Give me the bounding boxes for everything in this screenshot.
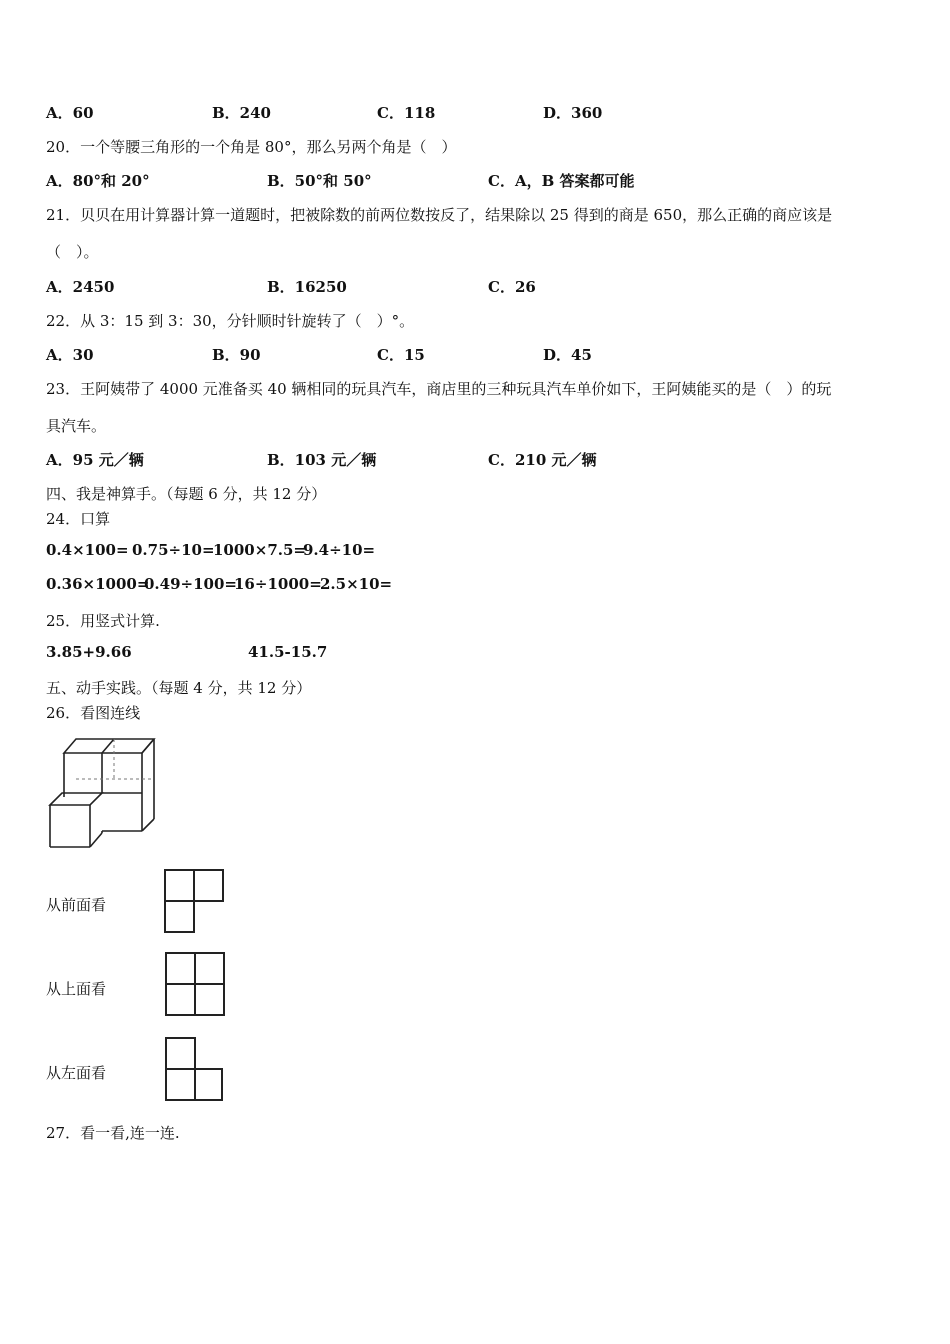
q22-option-b: B．90: [212, 346, 261, 364]
q24-item: 16÷1000=: [234, 575, 322, 593]
q24-item: 0.75÷10=: [132, 541, 215, 559]
q21-stem-cont: （ ）。: [46, 243, 99, 261]
q22-option-a: A．30: [46, 346, 94, 364]
q19-option-a: A．60: [46, 104, 94, 122]
q24-item: 9.4÷10=: [303, 541, 376, 559]
q22-stem: 22．从 3：15 到 3：30，分针顺时针旋转了（ ）°。: [46, 312, 415, 330]
q22-option-d: D．45: [543, 346, 592, 364]
section5-title: 五、动手实践。（每题 4 分，共 12 分）: [46, 679, 312, 697]
q24-item: 2.5×10=: [320, 575, 393, 593]
q23-option-c: C．210 元／辆: [488, 451, 597, 469]
q23-option-a: A．95 元／辆: [46, 451, 144, 469]
q25-item: 41.5-15.7: [248, 643, 328, 661]
q21-option-b: B．16250: [267, 278, 347, 296]
q24-item: 0.36×1000=: [46, 575, 150, 593]
q24-item: 0.4×100=: [46, 541, 129, 559]
front-view-figure[interactable]: [163, 868, 225, 934]
q19-option-b: B．240: [212, 104, 271, 122]
view-label-left: 从左面看: [46, 1064, 107, 1082]
q20-option-c: C．A，B 答案都可能: [488, 172, 635, 190]
q23-stem-cont: 具汽车。: [46, 417, 107, 435]
top-view-figure[interactable]: [163, 951, 227, 1017]
q20-stem: 20．一个等腰三角形的一个角是 80°，那么另两个角是（ ）: [46, 138, 457, 156]
q21-option-a: A．2450: [46, 278, 115, 296]
q23-option-b: B．103 元／辆: [267, 451, 377, 469]
q24-item: 1000×7.5=: [213, 541, 306, 559]
cube-stack-figure: [44, 735, 158, 851]
q27-title: 27．看一看,连一连.: [46, 1124, 180, 1142]
q19-option-d: D．360: [543, 104, 603, 122]
q26-title: 26．看图连线: [46, 704, 141, 722]
q20-option-b: B．50°和 50°: [267, 172, 372, 190]
q24-title: 24．口算: [46, 510, 111, 528]
q19-option-c: C．118: [377, 104, 436, 122]
q23-stem: 23．王阿姨带了 4000 元准备买 40 辆相同的玩具汽车，商店里的三种玩具汽车单价如下，王阿姨能买的是（ ）的玩: [46, 380, 832, 398]
q21-stem: 21．贝贝在用计算器计算一道题时，把被除数的前两位数按反了，结果除以 25 得到的商是 650，那么正确的商应该是: [46, 206, 833, 224]
q24-item: 0.49÷100=: [144, 575, 237, 593]
q22-option-c: C．15: [377, 346, 425, 364]
q21-option-c: C．26: [488, 278, 536, 296]
section4-title: 四、我是神算手。（每题 6 分，共 12 分）: [46, 485, 327, 503]
view-label-front: 从前面看: [46, 896, 107, 914]
q25-item: 3.85+9.66: [46, 643, 132, 661]
left-view-figure[interactable]: [163, 1036, 225, 1102]
q25-title: 25．用竖式计算.: [46, 612, 160, 630]
view-label-top: 从上面看: [46, 980, 107, 998]
q20-option-a: A．80°和 20°: [46, 172, 150, 190]
